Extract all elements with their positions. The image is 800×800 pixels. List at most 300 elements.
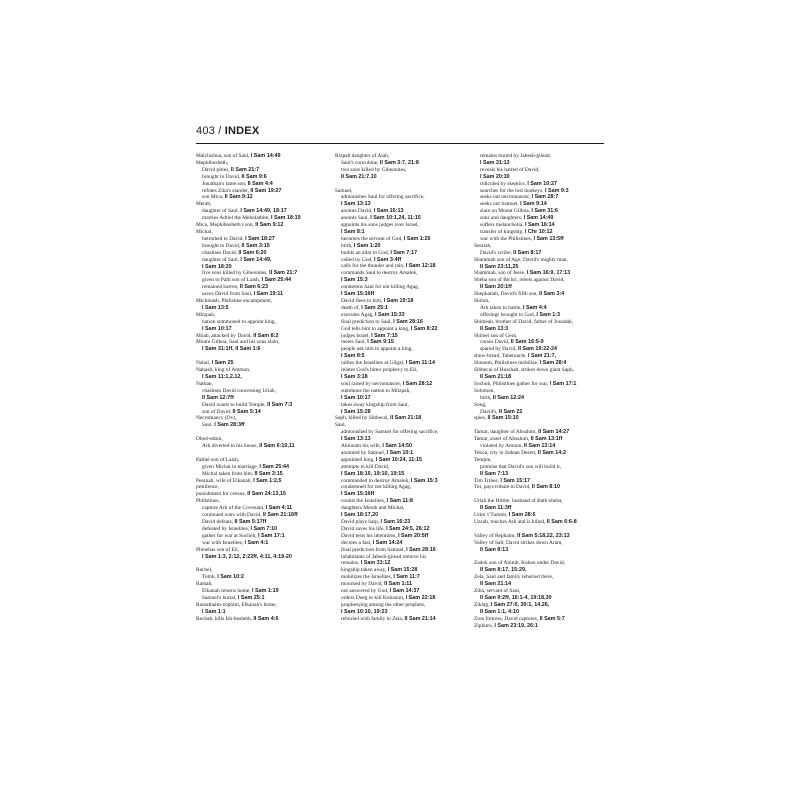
entry-text: son of David,	[202, 408, 233, 415]
entry-text: searches for the lost donkeys,	[480, 187, 545, 194]
entry-text: calls for the thunder and rain,	[341, 263, 406, 270]
entry-reference: I Sam 20:30	[480, 173, 510, 180]
entry-reference: II Sam 14:27	[538, 429, 570, 436]
entry-text: curses David,	[480, 339, 511, 346]
index-subentry	[335, 333, 465, 340]
entry-text: slain on Mount Gilboa,	[480, 208, 532, 215]
index-entry	[474, 574, 604, 581]
entry-reference: I Sam 3:18	[341, 373, 368, 380]
index-column-1	[196, 153, 326, 623]
entry-text: Ziklag,	[474, 601, 491, 608]
entry-text: Zela, Saul and family reburied there,	[474, 574, 554, 581]
index-subentry	[474, 443, 604, 450]
entry-reference: I Sam 28:16	[406, 546, 436, 553]
index-entry	[474, 367, 604, 374]
entry-text: appointed king,	[341, 456, 376, 463]
entry-reference: II Sam 9:6	[241, 173, 267, 180]
entry-reference: II Sam 14:2	[537, 449, 567, 456]
entry-reference: II Sam 13:1ff	[530, 436, 563, 443]
entry-text: mourned by David,	[341, 581, 385, 588]
index-subentry	[474, 215, 604, 222]
entry-text: given to Palti son of Laish,	[202, 277, 262, 284]
entry-reference: I Sam 17:1	[257, 532, 285, 539]
index-subentry	[474, 312, 604, 319]
entry-text: Uriah the Hittite, husband of Bath-sheba,	[474, 498, 563, 505]
entry-text: Saul,	[335, 422, 346, 429]
entry-text: nation summoned to appoint king,	[202, 318, 276, 325]
entry-text: Tim Tribes,	[474, 477, 501, 484]
index-entry	[474, 512, 604, 519]
entry-text: spared by David,	[480, 346, 519, 353]
entry-text: Tamar, sister of Absalom,	[474, 436, 531, 443]
entry-text: Song,	[474, 401, 487, 408]
entry-reference: II Sam 3:15	[241, 242, 270, 249]
entry-reference: I Sam 9:15	[367, 339, 394, 346]
entry-text: Ramah,	[196, 581, 213, 588]
index-entry	[196, 153, 326, 160]
entry-reference: I Sam 25:44	[261, 277, 292, 284]
entry-text: David pities,	[202, 166, 231, 173]
entry-text: meets Saul,	[341, 339, 368, 346]
index-subentry	[474, 346, 604, 353]
entry-reference: II Sam 21:14	[404, 615, 436, 622]
entry-reference: I Sam 23:19, 26:1	[494, 622, 538, 629]
index-subentry	[196, 533, 326, 540]
entry-text: Michal,	[196, 228, 213, 235]
index-subentry	[335, 388, 465, 395]
entry-text: Obed-edom,	[196, 436, 223, 443]
index-entry	[474, 533, 604, 540]
entry-text: David plays harp,	[341, 519, 381, 526]
index-subentry	[335, 346, 465, 353]
entry-reference: II Sam 6:20	[238, 249, 267, 256]
entry-text: Saul's concubine,	[341, 159, 380, 166]
index-subentry	[474, 326, 604, 333]
index-subentry	[335, 519, 465, 526]
index-entry	[474, 484, 604, 491]
entry-reference: I Sam 13:5ff	[533, 235, 564, 242]
entry-text: mobilizes the Israelites,	[341, 574, 394, 581]
index-entry	[196, 491, 326, 498]
entry-text: Tamar, daughter of Absalom,	[474, 429, 539, 436]
entry-text: remains buried by Jabesh-gilead,	[480, 153, 551, 159]
index-subentry	[335, 208, 465, 215]
entry-text: Valley of Salt, David strikes down Aram,	[474, 539, 563, 546]
entry-text: Zion fortress, David captures,	[474, 615, 540, 622]
index-entry	[474, 360, 604, 367]
entry-reference: II Sam 24:13,15	[247, 491, 286, 498]
entry-reference: I Sam 1:2,5	[253, 477, 282, 484]
entry-reference: I Sam 1:3	[536, 311, 561, 318]
index-entry	[196, 160, 326, 167]
entry-text: Mitzpah,	[196, 311, 216, 318]
index-subentry	[335, 616, 465, 623]
entry-text: final prediction from Samuel,	[341, 546, 407, 553]
index-subentry	[335, 478, 465, 485]
entry-text: Shiloh,	[474, 298, 490, 305]
entry-reference: I Sam 1:26	[403, 235, 431, 242]
index-subentry	[335, 560, 465, 567]
index-subentry	[335, 402, 465, 409]
entry-reference: II Sam 9:12	[224, 194, 253, 201]
index-subentry	[474, 305, 604, 312]
index-subentry	[474, 609, 604, 616]
entry-reference: I Sam 11:14	[405, 360, 436, 367]
entry-text: Shunem, Philistines mobilize,	[474, 360, 540, 367]
index-subentry	[335, 298, 465, 305]
entry-reference: I Sam 19:11	[253, 291, 284, 298]
entry-reference: I Sam 10:10, 19:23	[341, 608, 388, 615]
entry-text: Urim v'Tumim,	[474, 512, 509, 519]
index-subentry	[335, 429, 465, 436]
entry-text: anoints Saul,	[341, 215, 371, 222]
entry-text: war with the Philistines,	[480, 235, 534, 242]
index-subentry	[196, 174, 326, 181]
entry-text: spies,	[474, 415, 488, 422]
entry-reference: I Sam 11:7	[393, 574, 420, 581]
entry-text: Moab, attacked by David,	[196, 332, 254, 339]
entry-reference: I Sam 14:50	[382, 443, 412, 450]
entry-text: Rizpah daughter of Aiah,	[335, 153, 390, 159]
index-subentry	[335, 436, 465, 443]
entry-text: brought to David,	[202, 173, 242, 180]
entry-text: David's scribe,	[480, 249, 514, 256]
entry-text: continued wars with David,	[202, 512, 263, 519]
entry-reference: I Sam 25:1	[361, 304, 388, 311]
entry-reference: I Sam 25:44	[259, 463, 290, 470]
index-entry	[474, 353, 604, 360]
index-entry	[474, 623, 604, 630]
entry-text: Philistines,	[196, 498, 220, 505]
index-subentry	[474, 160, 604, 167]
index-entry	[474, 381, 604, 388]
index-entry	[196, 484, 326, 491]
index-subentry	[335, 270, 465, 277]
entry-reference: I Sam 18:10, 19:10, 19:15	[341, 470, 405, 477]
entry-reference: II Sam 1:11	[384, 581, 412, 588]
entry-reference: II Sam 22	[498, 408, 523, 415]
index-subentry	[196, 526, 326, 533]
index-subentry	[474, 464, 604, 471]
index-subentry	[196, 595, 326, 602]
entry-text: war with Israelites,	[202, 539, 245, 546]
index-entry	[474, 415, 604, 422]
index-subentry	[335, 567, 465, 574]
index-subentry	[335, 512, 465, 519]
entry-text: daughters Merab and Michal,	[341, 505, 405, 512]
entry-reference: I Sam 1:3, 2:12, 2:22ff, 4:11, 4:19-20	[202, 553, 292, 560]
entry-reference: I Sam 15:17	[500, 477, 530, 484]
entry-text: David tests his intentions,	[341, 532, 399, 539]
entry-reference: I Sam 3:4ff	[373, 256, 402, 263]
index-subentry	[335, 609, 465, 616]
entry-text: Mephibosheth,	[196, 159, 229, 166]
index-entry	[474, 402, 604, 409]
entry-text: son Mica,	[202, 194, 225, 201]
index-subentry	[474, 194, 604, 201]
index-entry	[474, 436, 604, 443]
index-subentry	[196, 305, 326, 312]
page-title: INDEX	[224, 125, 260, 137]
entry-reference: I Sam 1:20	[353, 242, 381, 249]
entry-reference: I Sam 16:14	[524, 222, 555, 229]
entry-reference: I Sam 8:1	[341, 228, 365, 235]
index-subentry	[335, 222, 465, 229]
index-subentry	[335, 533, 465, 540]
entry-text: builds an altar to God,	[341, 249, 391, 256]
index-subentry	[335, 505, 465, 512]
index-entry	[335, 422, 465, 429]
entry-text: Zadok son of Ahitub, Kohen under David,	[474, 560, 566, 567]
entry-reference: II Sam 12:7ff	[202, 394, 234, 401]
index-subentry	[474, 153, 604, 160]
index-subentry	[335, 319, 465, 326]
index-subentry	[335, 443, 465, 450]
entry-reference: I Sam 28:4	[539, 360, 567, 367]
entry-text: Shammah son of Age, David's mighty man,	[474, 256, 568, 263]
index-subentry	[335, 526, 465, 533]
index-subentry	[196, 284, 326, 291]
index-subentry	[196, 257, 326, 264]
index-subentry	[335, 360, 465, 367]
entry-reference: I Sam 25:1	[237, 594, 265, 601]
index-subentry	[335, 250, 465, 257]
entry-text: final prediction to Saul,	[341, 318, 394, 325]
index-subentry	[335, 471, 465, 478]
entry-text: Mount Gilboa, Saul and his sons slain,	[196, 339, 280, 346]
index-subentry	[196, 215, 326, 222]
index-entry	[474, 588, 604, 595]
index-subentry	[335, 547, 465, 554]
entry-reference: I Sam 7:17	[390, 249, 418, 256]
index-subentry	[335, 602, 465, 609]
entry-text: Mica, Mephibosheth's son,	[196, 222, 256, 229]
entry-text: five sons killed by Gibeonites,	[202, 270, 270, 277]
entry-reference: II Sam 5:7	[539, 615, 565, 622]
entry-reference: II Sam 8:2	[253, 332, 279, 339]
entry-text: daughter of Saul,	[202, 256, 241, 263]
index-subentry	[474, 581, 604, 588]
entry-text: punishment for census,	[196, 491, 248, 498]
entry-text: chastises David,	[202, 249, 239, 256]
entry-reference: I Sam 25	[211, 360, 234, 367]
entry-text: Michmash, Philistine encampment,	[196, 298, 273, 305]
entry-reference: II Sam 6:6-8	[546, 519, 577, 525]
index-entry	[196, 229, 326, 236]
entry-text: decrees a fast,	[341, 539, 373, 546]
entry-text: commands Saul to destroy Amalek,	[341, 270, 418, 277]
index-subentry	[196, 422, 326, 429]
index-entry	[196, 478, 326, 485]
index-entry	[196, 333, 326, 340]
entry-reference: II Sam 20:1ff	[480, 284, 512, 291]
index-subentry	[196, 609, 326, 616]
entry-reference: I Sam 15:3	[341, 277, 368, 284]
index-subentry	[335, 540, 465, 547]
entry-text: executes Agag,	[341, 311, 375, 318]
entry-reference: II Sam 12:24	[492, 394, 525, 401]
index-subentry	[474, 174, 604, 181]
entry-reference: II Sam 21:7	[269, 270, 298, 277]
entry-reference: I Sam 28:7	[531, 194, 559, 201]
entry-text: Ramathaim-zophim, Elkanah's home,	[196, 601, 277, 608]
index-column-3	[474, 153, 604, 629]
entry-reference: II Sam 6:10,11	[259, 443, 295, 450]
entry-text: Nahash, king of Ammon,	[196, 367, 251, 374]
entry-reference: I Sam 22:18	[405, 594, 436, 601]
entry-text: Malchishua, son of Saul,	[196, 153, 251, 159]
entry-reference: I Sam 13:13	[341, 436, 371, 443]
entry-reference: I Sam 18:19	[271, 215, 301, 222]
entry-reference: II Sam 19:22-24	[518, 346, 557, 353]
entry-reference: II Sam 21:18	[390, 415, 422, 422]
index-entry	[196, 616, 326, 623]
entry-reference: I Sam 31:1ff, II Sam 1:6	[202, 346, 261, 353]
index-entry	[196, 457, 326, 464]
entry-text: condemned for not killing Agag,	[341, 484, 412, 491]
index-entry	[196, 201, 326, 208]
entry-reference: II Sam 16:5-9	[510, 339, 544, 346]
index-subentry	[335, 312, 465, 319]
entry-text: Nathan,	[196, 380, 213, 387]
entry-reference: I Chr 10:12	[524, 228, 553, 235]
entry-reference: I Sam 15:28	[387, 567, 418, 574]
index-entry	[474, 602, 604, 609]
entry-text: violated by Amnon,	[480, 443, 525, 450]
index-subentry	[196, 346, 326, 353]
entry-text: Jonathan's lame son,	[202, 180, 248, 187]
index-entry	[196, 415, 326, 422]
index-subentry	[196, 402, 326, 409]
entry-text: transfer of kingship,	[480, 228, 525, 235]
index-subentry	[474, 250, 604, 257]
entry-reference: II Sam 6:23	[239, 284, 269, 291]
entry-text: Tomb,	[202, 574, 218, 581]
index-subentry	[474, 567, 604, 574]
entry-text: Sheba son of Bichri, rebels against David,	[474, 277, 565, 284]
index-entry	[196, 222, 326, 229]
index-entry	[474, 319, 604, 326]
index-subentry	[474, 471, 604, 478]
entry-reference: I Sam 28:6	[508, 512, 536, 519]
entry-reference: I Sam 7:15	[371, 332, 398, 339]
index-subentry	[474, 395, 604, 402]
index-column-2	[335, 153, 465, 623]
entry-text: seeks out Samuel,	[480, 201, 521, 208]
index-subentry	[335, 395, 465, 402]
entry-text: sons and daughters,	[480, 215, 524, 222]
index-subentry	[335, 581, 465, 588]
entry-reference: I Sam 9:3	[544, 187, 569, 194]
index-subentry	[196, 277, 326, 284]
entry-text: rallies the Israelites at Gilgal,	[341, 360, 406, 367]
entry-text: David wants to build Temple,	[202, 401, 268, 408]
index-subentry	[335, 554, 465, 561]
index-subentry	[335, 326, 465, 333]
index-subentry	[474, 188, 604, 195]
entry-reference: I Sam 16:23	[380, 519, 411, 526]
index-subentry	[196, 512, 326, 519]
entry-text: capture Ark of the Covenant,	[202, 505, 266, 512]
entry-text: called by God,	[341, 256, 374, 263]
index-entry	[474, 616, 604, 623]
index-entry	[474, 257, 604, 264]
page-number: 403 /	[196, 125, 225, 137]
index-entry	[196, 298, 326, 305]
index-subentry	[335, 367, 465, 374]
entry-reference: I Sam 14:37	[389, 588, 420, 595]
index-subentry	[335, 167, 465, 174]
entry-reference: I Sam 14:49,	[240, 256, 272, 263]
entry-text: David defeats,	[202, 518, 235, 525]
index-subentry	[196, 471, 326, 478]
entry-text: kingship taken away,	[341, 567, 388, 574]
entry-text: refutes Ziba's slander,	[202, 187, 251, 194]
entry-reference: I Sam 18:17,20	[341, 512, 379, 519]
index-subentry	[474, 264, 604, 271]
index-entry	[474, 519, 604, 526]
entry-text: soul raised by necromancer,	[341, 380, 403, 387]
index-entry	[196, 339, 326, 346]
entry-text: becomes the servant of God,	[341, 235, 404, 242]
entry-text: condemns Saul for not killing Agag,	[341, 284, 420, 291]
entry-reference: I Sam 11:1,2,12,	[202, 373, 242, 380]
index-subentry	[196, 243, 326, 250]
entry-reference: II Sam 11:3ff	[480, 505, 512, 512]
entry-reference: II Sam 4:6	[253, 615, 279, 622]
index-subentry	[335, 284, 465, 291]
entry-reference: I Sam 10:17	[341, 394, 371, 401]
index-entry	[474, 388, 604, 395]
entry-text: Sochoh, Philistines gather for war,	[474, 380, 550, 387]
entry-text: offerings brought to God,	[480, 311, 537, 318]
entry-text: David saves his life,	[341, 525, 387, 532]
entry-text: Tekoa, city in Judean Desert,	[474, 449, 538, 456]
index-subentry	[474, 284, 604, 291]
index-subentry	[196, 505, 326, 512]
entry-text: birth,	[341, 242, 354, 249]
entry-reference: II Sam 5:17ff	[234, 518, 267, 525]
index-subentry	[474, 339, 604, 346]
entry-text: admonished by Samuel for offering sacrifice,	[341, 429, 439, 436]
index-subentry	[335, 374, 465, 381]
entry-reference: I Sam 16:9, 17:13	[526, 270, 571, 277]
entry-reference: I Sam 10:1,24, 11:15	[370, 215, 421, 222]
index-subentry	[196, 464, 326, 471]
index-subentry	[335, 305, 465, 312]
index-entry	[196, 567, 326, 574]
index-subentry	[335, 215, 465, 222]
entry-text: orders Doeg to kill Kohanim,	[341, 594, 406, 601]
entry-reference: I Sam 31:6	[531, 208, 559, 215]
entry-reference: I Sam 20:5ff	[398, 532, 429, 539]
index-entry	[196, 436, 326, 443]
entry-reference: I Sam 16:13	[373, 208, 404, 215]
entry-reference: II Sam 21:14	[480, 581, 512, 588]
entry-reference: I Sam 14:49	[523, 215, 554, 222]
entry-reference: II Sam 8:17, 15:29,	[480, 567, 527, 574]
entry-text: Uzzah, touches Ark and is killed,	[474, 519, 547, 525]
index-subentry	[335, 588, 465, 595]
entry-text: prophesying among the other prophets,	[341, 601, 426, 608]
index-entry	[196, 367, 326, 374]
entry-text: Shammah, son of Jesse,	[474, 270, 527, 277]
entry-text: Ziphites,	[474, 622, 495, 629]
index-subentry	[335, 236, 465, 243]
entry-reference: II Sam 9:2ff, 16:1-4, 19:18,30	[480, 594, 552, 601]
index-subentry	[335, 243, 465, 250]
index-entry	[196, 381, 326, 388]
